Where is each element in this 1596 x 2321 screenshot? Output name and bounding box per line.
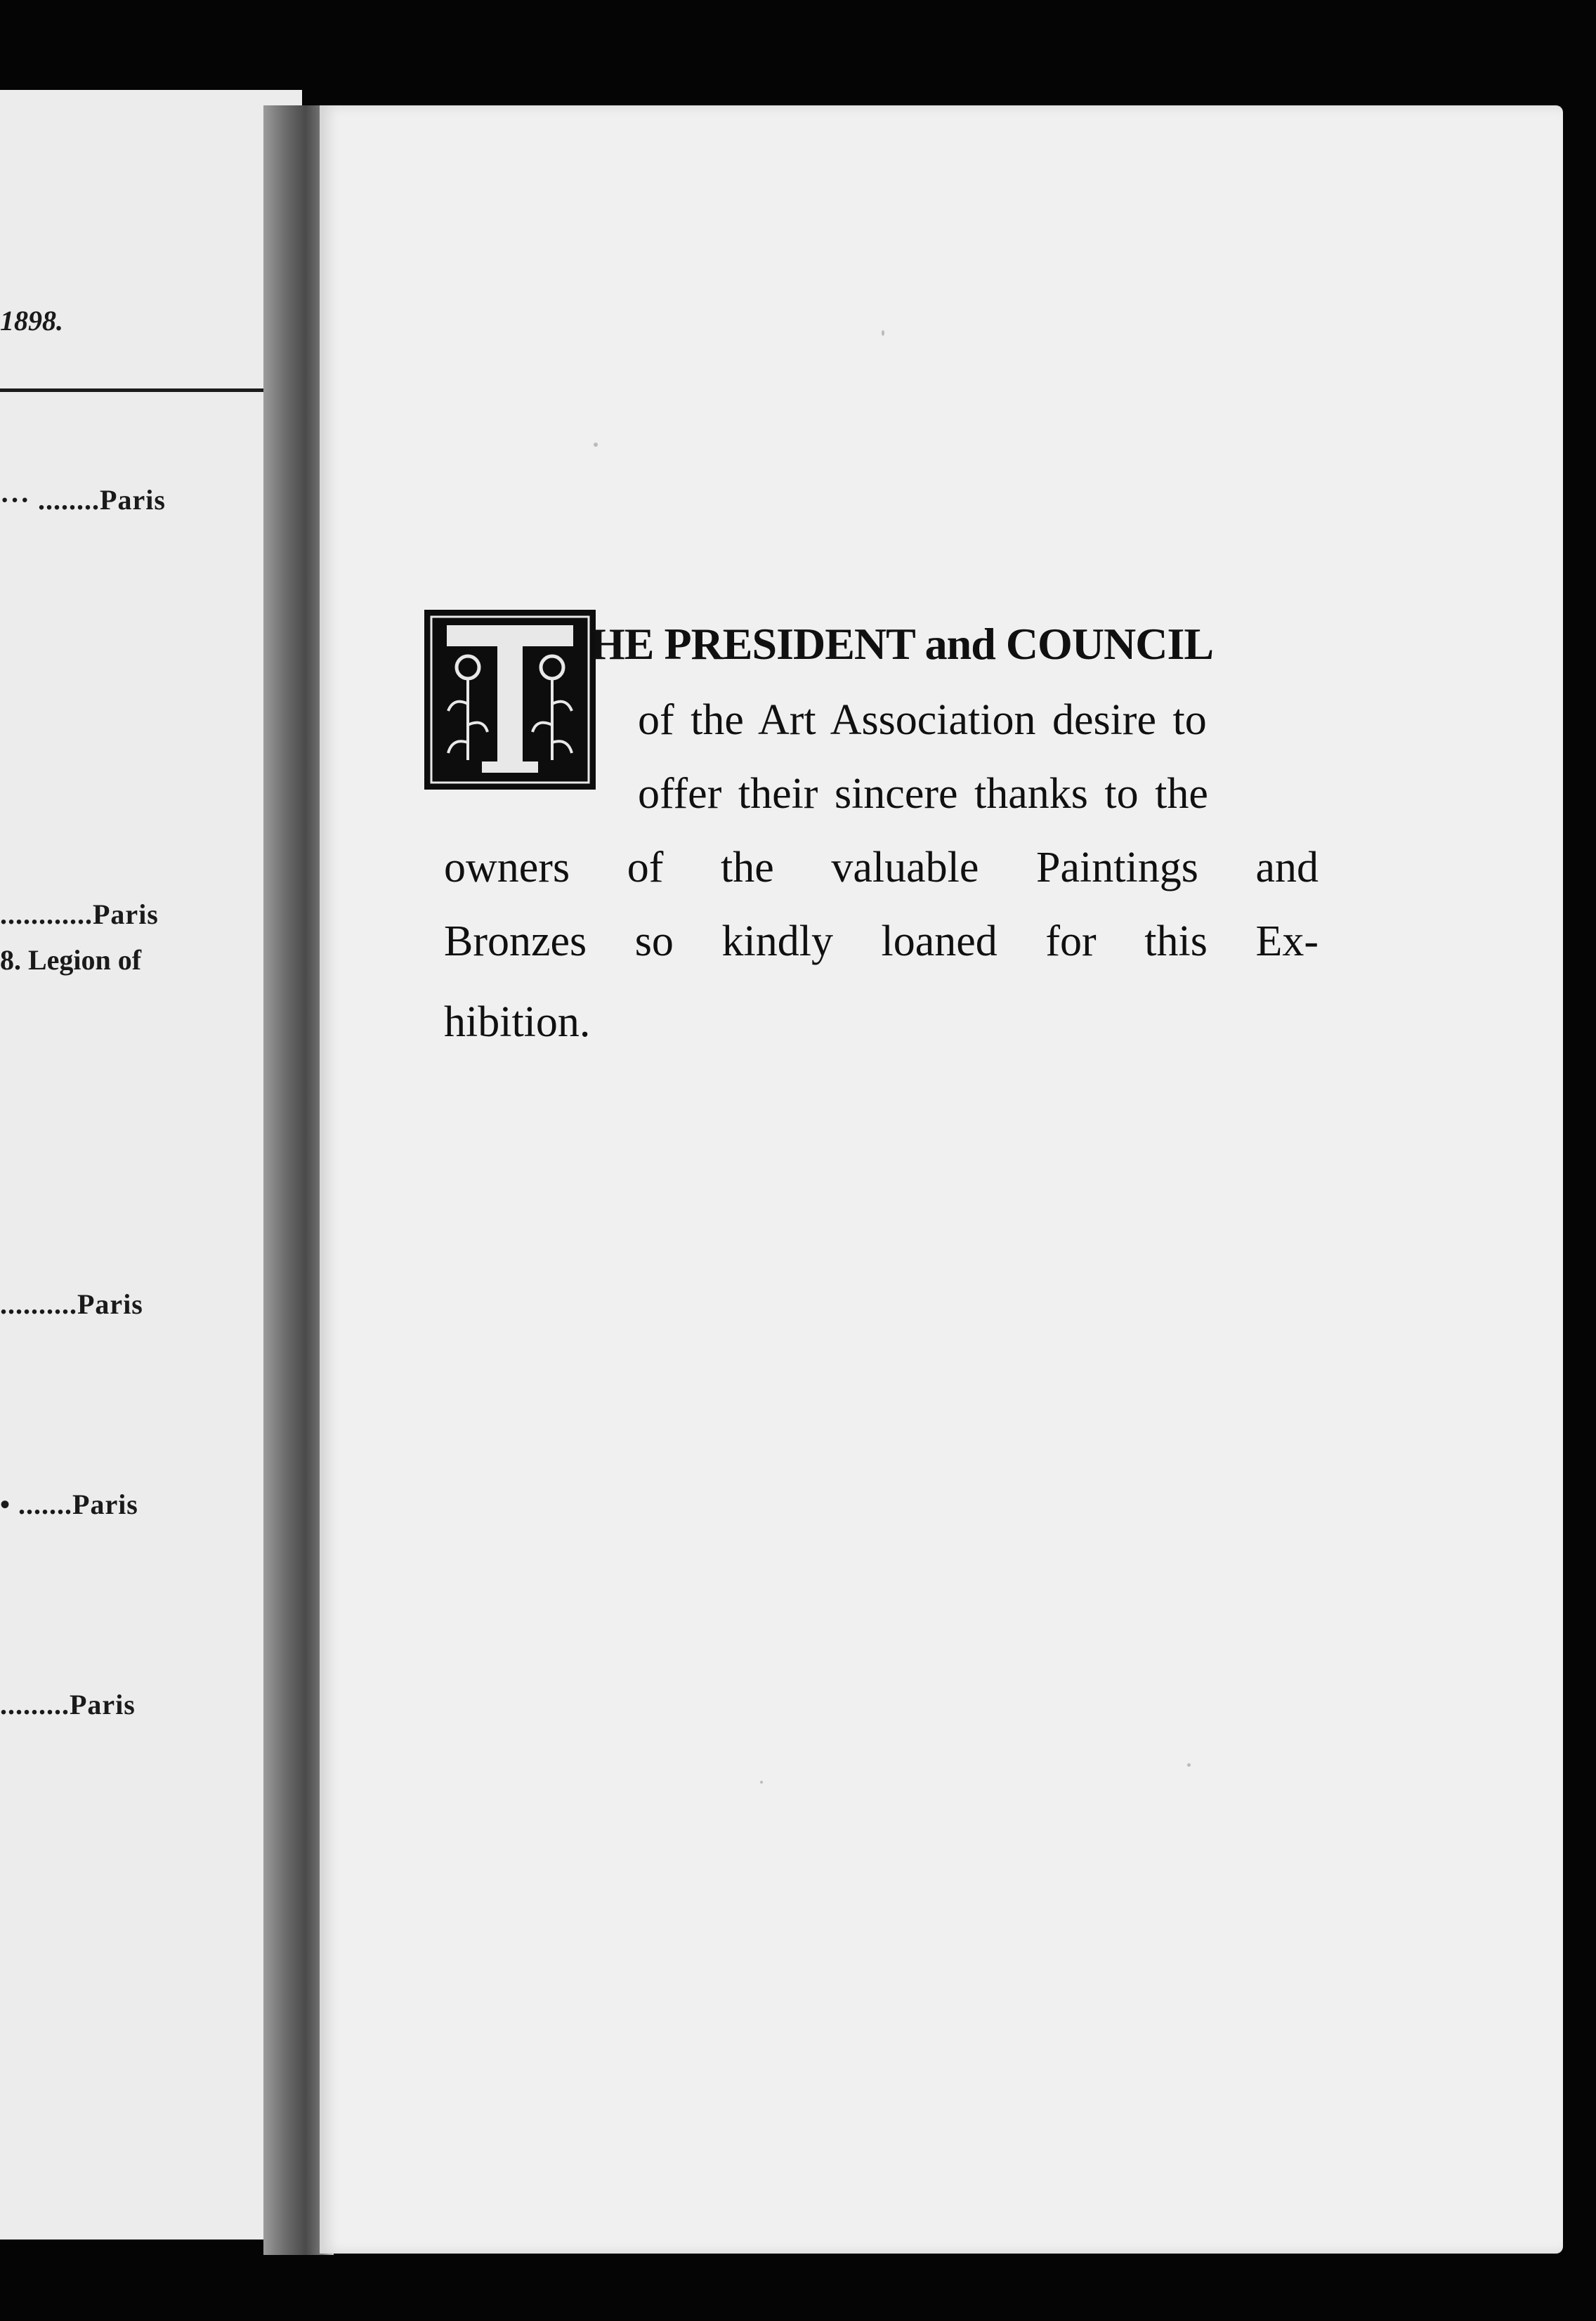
list-entry: .........Paris — [0, 1689, 136, 1720]
list-entry: ··· ........Paris — [0, 484, 166, 516]
text-line: hibition. — [444, 998, 591, 1046]
list-entry: • .......Paris — [0, 1489, 138, 1520]
text-line: HE PRESIDENT and COUNCIL — [590, 619, 1214, 669]
text-line: of the Art Association desire to — [638, 696, 1207, 744]
text-line: owners of the valuable Paintings and — [444, 844, 1319, 891]
text-line: offer their sincere thanks to the — [638, 770, 1208, 818]
current-page — [320, 105, 1563, 2254]
list-entry: ............Paris — [0, 898, 159, 930]
year-heading: 1898. — [0, 305, 63, 336]
text-line: Bronzes so kindly loaned for this Ex- — [444, 917, 1319, 965]
floral-ornament-icon — [427, 613, 593, 787]
list-entry: 8. Legion of — [0, 944, 142, 976]
horizontal-rule — [0, 388, 287, 392]
ornamental-drop-cap-T — [424, 610, 596, 790]
list-entry: ..........Paris — [0, 1288, 143, 1320]
previous-page — [0, 90, 302, 2240]
